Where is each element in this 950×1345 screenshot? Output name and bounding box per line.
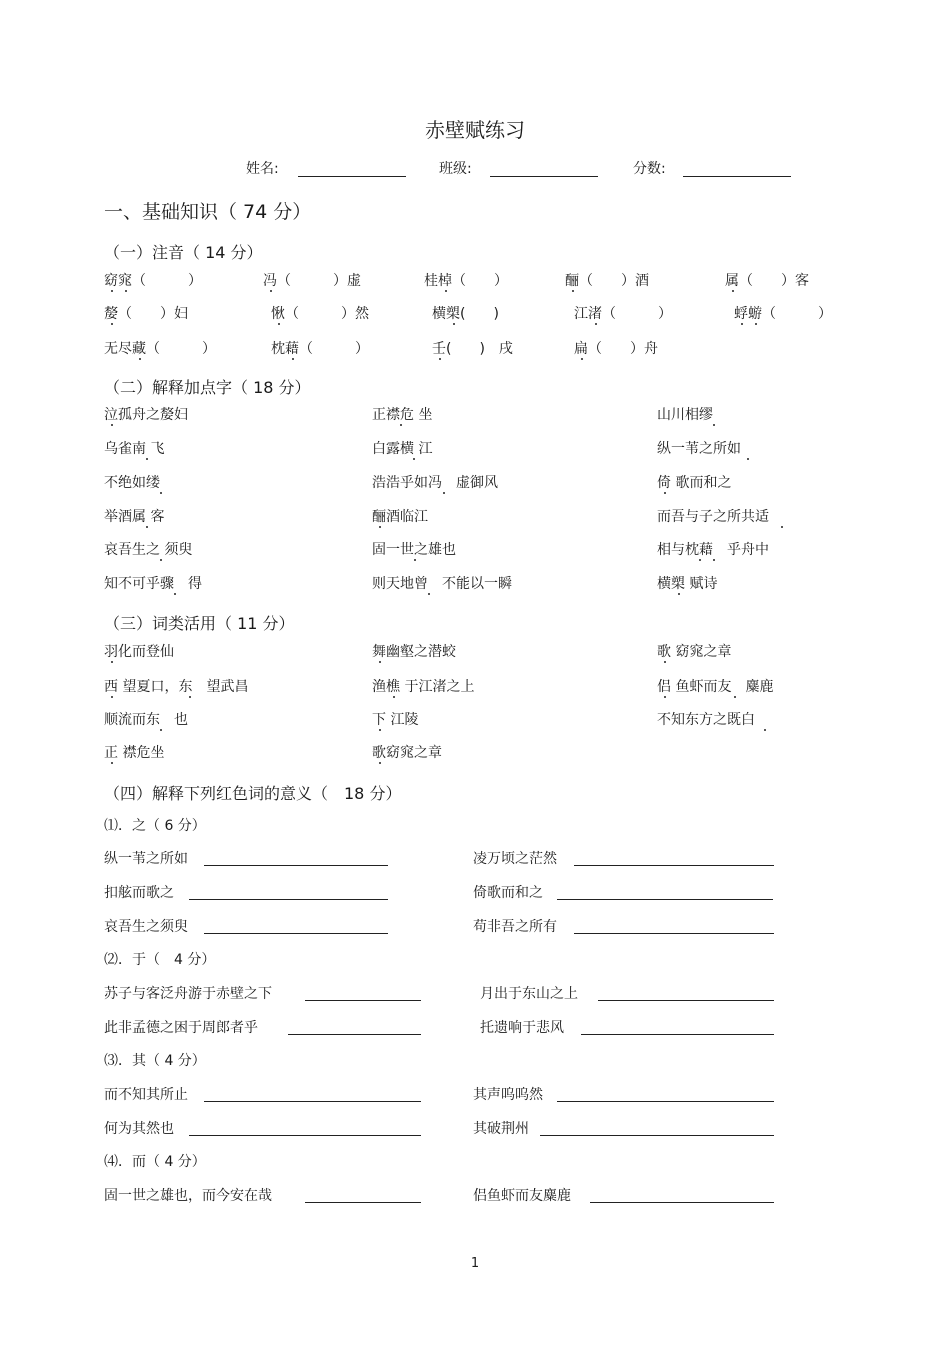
phrase: 固一世之雄也，而今安在哉 xyxy=(104,1188,272,1204)
emphasis-dot xyxy=(439,358,441,360)
gloss-item: 白露横 江 xyxy=(372,441,433,457)
pinyin-item[interactable]: 枕藉（ ） xyxy=(271,341,369,357)
emphasis-dot xyxy=(146,458,148,460)
name-field[interactable] xyxy=(298,176,406,177)
pinyin-item[interactable]: 扁（ ）舟 xyxy=(574,341,658,357)
phrase: 倚歌而和之 xyxy=(473,885,543,901)
emphasis-dot xyxy=(111,661,113,663)
emphasis-dot xyxy=(453,323,455,325)
answer-line[interactable] xyxy=(305,1202,421,1203)
usage-item: 正 襟危坐 xyxy=(104,745,165,761)
gloss-item: 相与枕藉 乎舟中 xyxy=(657,542,769,558)
phrase: 何为其然也 xyxy=(104,1121,174,1137)
emphasis-dot xyxy=(111,696,113,698)
emphasis-dot xyxy=(741,323,743,325)
page-number: 1 xyxy=(470,1256,480,1271)
gloss-item: 固一世之雄也 xyxy=(372,542,456,558)
emphasis-dot xyxy=(413,458,415,460)
emphasis-dot xyxy=(713,424,715,426)
emphasis-dot xyxy=(595,323,597,325)
emphasis-dot xyxy=(270,290,272,292)
emphasis-dot xyxy=(393,696,395,698)
emphasis-dot xyxy=(400,424,402,426)
gloss-item: 不绝如缕 xyxy=(104,475,160,491)
emphasis-dot xyxy=(414,559,416,561)
emphasis-dot xyxy=(664,492,666,494)
emphasis-dot xyxy=(781,526,783,528)
phrase: 其声呜呜然 xyxy=(473,1087,543,1103)
emphasis-dot xyxy=(699,559,701,561)
gloss-item: 纵一苇之所如 xyxy=(657,441,741,457)
usage-item: 舞幽壑之潜蛟 xyxy=(372,644,456,660)
pinyin-item[interactable]: 蜉蝣（ ） xyxy=(734,306,832,322)
part2-heading: （二）解释加点字（ 18 分） xyxy=(104,378,311,397)
class-field[interactable] xyxy=(490,176,598,177)
emphasis-dot xyxy=(581,358,583,360)
emphasis-dot xyxy=(747,458,749,460)
gloss-item: 哀吾生之 须臾 xyxy=(104,542,193,558)
phrase: 凌万顷之茫然 xyxy=(473,851,557,867)
emphasis-dot xyxy=(764,729,766,731)
group-label-yu: ⑵．于（ 4 分） xyxy=(104,952,216,968)
phrase: 其破荆州 xyxy=(473,1121,529,1137)
answer-line[interactable] xyxy=(557,899,773,900)
usage-item: 顺流而东 也 xyxy=(104,712,188,728)
emphasis-dot xyxy=(111,290,113,292)
emphasis-dot xyxy=(292,358,294,360)
gloss-item: 正襟危 坐 xyxy=(372,407,433,423)
pinyin-item[interactable]: 壬( ) 戌 xyxy=(432,341,513,357)
answer-line[interactable] xyxy=(590,1202,774,1203)
phrase: 苏子与客泛舟游于赤壁之下 xyxy=(104,986,272,1002)
pinyin-item[interactable]: 愀（ ）然 xyxy=(271,306,369,322)
group-label-qi: ⑶．其（ 4 分） xyxy=(104,1053,206,1069)
answer-line[interactable] xyxy=(305,1000,421,1001)
emphasis-dot xyxy=(379,661,381,663)
answer-line[interactable] xyxy=(581,1034,774,1035)
emphasis-dot xyxy=(664,661,666,663)
answer-line[interactable] xyxy=(574,865,774,866)
emphasis-dot xyxy=(678,593,680,595)
answer-line[interactable] xyxy=(574,933,774,934)
usage-item: 下 江陵 xyxy=(372,712,419,728)
section-heading-basic: 一、基础知识（ 74 分） xyxy=(104,201,312,223)
emphasis-dot xyxy=(664,696,666,698)
answer-line[interactable] xyxy=(288,1034,421,1035)
emphasis-dot xyxy=(189,696,191,698)
phrase: 纵一苇之所如 xyxy=(104,851,188,867)
part3-heading: （三）词类活用（ 11 分） xyxy=(104,614,295,633)
gloss-item: 知不可乎骤 得 xyxy=(104,576,202,592)
gloss-item: 浩浩乎如冯 虚御风 xyxy=(372,475,498,491)
pinyin-item[interactable]: 嫠（ ）妇 xyxy=(104,306,188,322)
class-label: 班级: xyxy=(439,161,472,177)
part1-heading: （一）注音（ 14 分） xyxy=(104,243,263,262)
phrase: 扣舷而歌之 xyxy=(104,885,174,901)
part4-heading: （四）解释下列红色词的意义（ 18 分） xyxy=(104,784,402,803)
group-label-zhi: ⑴．之（ 6 分） xyxy=(104,818,206,834)
gloss-item: 泣孤舟之嫠妇 xyxy=(104,407,188,423)
pinyin-item[interactable]: 窈窕（ ） xyxy=(104,273,202,289)
emphasis-dot xyxy=(445,290,447,292)
emphasis-dot xyxy=(734,696,736,698)
phrase: 托遗响于悲风 xyxy=(480,1020,564,1036)
emphasis-dot xyxy=(111,762,113,764)
gloss-item: 而吾与子之所共适 xyxy=(657,509,769,525)
phrase: 哀吾生之须臾 xyxy=(104,919,188,935)
usage-item: 歌窈窕之章 xyxy=(372,745,442,761)
usage-item: 歌 窈窕之章 xyxy=(657,644,732,660)
gloss-item: 举酒属 客 xyxy=(104,509,165,525)
emphasis-dot xyxy=(428,593,430,595)
gloss-item: 倚 歌而和之 xyxy=(657,475,732,491)
emphasis-dot xyxy=(379,526,381,528)
emphasis-dot xyxy=(379,762,381,764)
answer-line[interactable] xyxy=(204,865,388,866)
gloss-item: 酾酒临江 xyxy=(372,509,428,525)
emphasis-dot xyxy=(443,492,445,494)
answer-line[interactable] xyxy=(540,1135,774,1136)
emphasis-dot xyxy=(125,290,127,292)
emphasis-dot xyxy=(174,593,176,595)
score-label: 分数: xyxy=(633,161,666,177)
usage-item: 羽化而登仙 xyxy=(104,644,174,660)
answer-line[interactable] xyxy=(557,1101,774,1102)
emphasis-dot xyxy=(160,559,162,561)
phrase: 而不知其所止 xyxy=(104,1087,188,1103)
emphasis-dot xyxy=(160,492,162,494)
emphasis-dot xyxy=(379,729,381,731)
usage-item: 西 望夏口，东 望武昌 xyxy=(104,679,249,695)
phrase: 此非孟德之困于周郎者乎 xyxy=(104,1020,258,1036)
gloss-item: 山川相缪 xyxy=(657,407,713,423)
emphasis-dot xyxy=(111,323,113,325)
phrase: 月出于东山之上 xyxy=(480,986,578,1002)
emphasis-dot xyxy=(713,559,715,561)
emphasis-dot xyxy=(572,290,574,292)
gloss-item: 乌雀南 飞 xyxy=(104,441,165,457)
page-title: 赤壁赋练习 xyxy=(425,118,525,142)
usage-item: 不知东方之既白 xyxy=(657,712,755,728)
gloss-item: 横槊 赋诗 xyxy=(657,576,718,592)
answer-line[interactable] xyxy=(189,1135,421,1136)
emphasis-dot xyxy=(111,424,113,426)
answer-line[interactable] xyxy=(598,1000,774,1001)
emphasis-dot xyxy=(160,729,162,731)
usage-item: 侣 鱼虾而友 麋鹿 xyxy=(657,679,774,695)
emphasis-dot xyxy=(139,358,141,360)
name-label: 姓名: xyxy=(246,161,279,177)
answer-line[interactable] xyxy=(189,899,388,900)
pinyin-item[interactable]: 桂棹（ ） xyxy=(424,273,508,289)
group-label-er: ⑷．而（ 4 分） xyxy=(104,1154,206,1170)
answer-line[interactable] xyxy=(204,933,388,934)
phrase: 侣鱼虾而友麋鹿 xyxy=(473,1188,571,1204)
pinyin-item[interactable]: 酾（ ）酒 xyxy=(565,273,649,289)
emphasis-dot xyxy=(755,323,757,325)
pinyin-item[interactable]: 属（ ）客 xyxy=(725,273,809,289)
pinyin-item[interactable]: 横槊( ) xyxy=(432,306,499,322)
usage-item: 渔樵 于江渚之上 xyxy=(372,679,475,695)
emphasis-dot xyxy=(732,290,734,292)
phrase: 苟非吾之所有 xyxy=(473,919,557,935)
gloss-item: 则天地曾 不能以一瞬 xyxy=(372,576,512,592)
pinyin-item[interactable]: 冯（ ）虚 xyxy=(263,273,361,289)
score-field[interactable] xyxy=(683,176,791,177)
emphasis-dot xyxy=(146,526,148,528)
emphasis-dot xyxy=(278,323,280,325)
answer-line[interactable] xyxy=(204,1101,421,1102)
pinyin-item[interactable]: 无尽藏（ ） xyxy=(104,341,216,357)
pinyin-item[interactable]: 江渚（ ） xyxy=(574,306,672,322)
